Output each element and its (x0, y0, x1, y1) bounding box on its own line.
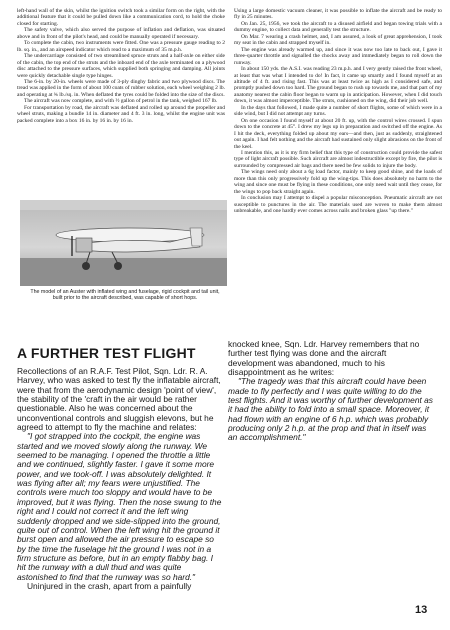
paragraph: For transportation by road, the aircraft was deflated and rolled up around the propeller and wheel struts, making a bundle 14 in. diameter and 4 ft. 3 in. long, whilst the engine unit was packed complete into a box 16 in. by 16 in. by 16 in. (17, 104, 225, 124)
article-column-left (17, 8, 225, 124)
paragraph: In about 150 yds. the A.S.I. was reading 23 m.p.h. and I very gently raised the front wheel, at least that was what I intended to do! In fact, it came up smartly and I found myself at an altitude of 4 ft. and rising fast. This was at least twice as high as I considered safe, and promptly pushed down too hard. The ground began to rush up towards me, and that part of my anatomy nearest the cabin floor began to warm up in anticipation. However, when I did touch down, it was almost imperceptible. The struts, cushioned on the wing, did their job well. (234, 66, 442, 105)
pilot-quote-conclusion: "The tragedy was that this aircraft could have been made to fly perfectly and I was quite willing to do the test flights. And it was worthy of further development as it had the ability to fold into a small space. Moreover, it had flown with an engine of 6 h.p. which was probably producing only 2 h.p. at the prop and that in itself was an accomplishment." (228, 376, 433, 443)
recollection-column-left (17, 367, 222, 591)
photo-caption: The model of an Auster with inflated wing and fuselage, rigid cockpit and tail unit, built prior to the aircraft described, was capable of short hops. (30, 289, 220, 302)
recollection-continuation: Uninjured in the crash, apart from a painfully (27, 580, 192, 591)
paragraph: The wings need only about a 6g load factor, mainly to keep good shine, and the loads of more than this only progressively fold up the wing-tips. This does absolutely no harm to the wing and since one must be flying in these conditions, one only need wait until they cease, for the wings to pop back straight again. (234, 169, 442, 195)
article-headline: A FURTHER TEST FLIGHT (17, 345, 196, 361)
paragraph: On Jan. 25, 1956, we took the aircraft to a disused airfield and began towing trials with a dummy engine, to collect data and generally test the structure. (234, 20, 442, 34)
paragraph: The safety valve, which also served the purpose of inflation and deflation, was situated above and in front of the pilot's head, and could be manually operated if necessary. (17, 27, 225, 40)
page-number: 13 (415, 604, 428, 616)
paragraph: The 6-in. by 20-in. wheels were made of 3-ply dinghy fabric and two plywood discs. The tread was applied in the form of about 100 coats of rubber solution, each wheel weighing 2 lb. and operating at ¾ lb./sq. in. When deflated the tyres could be folded into the size of the discs. (17, 78, 225, 98)
aircraft-model-photo (20, 200, 227, 286)
paragraph: The aircraft was now complete, and with ½ gallon of petrol in the tank, weighed 167 lb. (24, 98, 218, 105)
paragraph: I mention this, as it is my firm belief that this type of construction could provide the safest type of light aircraft possible. Such aircraft are almost indestructible except by fire, the pilot is surrounded by compressed air bags and there need be few solids to injure the body. (234, 149, 442, 169)
paragraph: The engine was already warmed up, and since it was now too late to back out, I gave it three-quarter throttle and signalled the chocks away and immediately began to roll down the runway. (234, 46, 442, 66)
paragraph: On Mar. 7 wearing a crash helmet, and, I am assured, a look of great apprehension, I took my seat in the cabin and strapped myself in. (234, 33, 442, 47)
paragraph: In conclusion may I attempt to dispel a popular misconception. Pneumatic aircraft are not susceptible to punctures in the air. The materials used are woven to make them almost unbreakable, and one hardly ever comes across nails and broken glass "up there." (234, 195, 442, 215)
paragraph: The undercarriage consisted of two streamlined spruce struts and a half-axle on either side of the cabin, the top end of the struts and the inboard end of the axle terminated on a plywood disc attached to the pressure surfaces, which supplied both springing and damping. All joints were quickly detachable single type hinges. (17, 53, 225, 79)
paragraph: left-hand wall of the skin, whilst the ignition switch took a similar form on the right, with the additional feature that it could be pulled down like a communication cord, to hold the choke closed for starting. (17, 8, 225, 27)
recollection-intro: Recollections of an R.A.F. Test Pilot, Sqn. Ldr. R. A. Harvey, who was asked to test fly the inflatable aircraft, were that from the aerodynamic design 'point of view', the stability of the 'craft in the air would be rather questionable. Also he was concerned about the unconventional controls and sluggish elevons, but he agreed to attempt to fly the machine and relates: (17, 366, 221, 433)
paragraph: On one occasion I found myself at about 20 ft. up, with the control wires crossed. I spun down to the concrete at 45°. I drew my legs up in preparation and switched off the engine. As I hit the deck, everything folded up about my ears—and then, just as suddenly, straightened out again. I had felt nothing and the aircraft had sustained only slight abrasions on the front of the keel. (234, 117, 442, 150)
paragraph: In the days that followed, I made quite a number of short flights, some of which were in a side wind, but I did not attempt any turns. (234, 104, 442, 118)
paragraph: Using a large domestic vacuum cleaner, it was possible to inflate the aircraft and be ready to fly in 25 minutes. (234, 8, 442, 21)
article-column-right (234, 8, 442, 215)
recollection-conclusion: knocked knee, Sqn. Ldr. Harvey remembers that no further test flying was done and the aircraft development was abandoned, much to his disappointment as he writes: (228, 339, 420, 378)
paragraph: To complete the cabin, two instruments were fitted. One was a pressure gauge reading to 2 lb. sq. in., and an airspeed indicator which read to a maximum of 35 m.p.h. (17, 40, 225, 53)
pilot-quote: "I got strapped into the cockpit, the engine was started and we moved slowly along the runway. We seemed to be managing. I opened the throttle a little and we continued, slightly faster. I gave it some more power, and we took-off. I was absolutely delighted. It was flying after all; my fears were unjustified. The controls were much too sloppy and would have to be improved, but it was flying. Then the nose swung to the right and I could not correct it and the left wing suddenly dropped and we side-slipped into the ground, quite out of control. When the left wing hit the ground it burst open and allowed the air pressure to escape so by the time the fuselage hit the ground I was not in a firm structure as before, but in an empty flabby bag. I hit the runway with a dull thud and was quite astonished to find that the runway was so hard." (17, 431, 222, 582)
recollection-column-right (228, 340, 433, 443)
